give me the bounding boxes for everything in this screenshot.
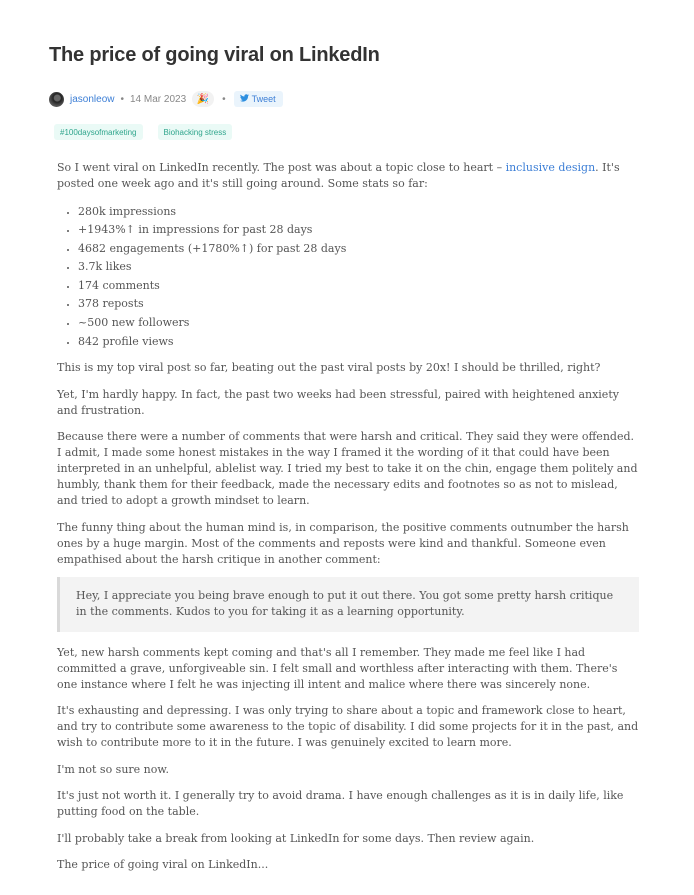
separator-dot: •: [222, 93, 226, 105]
author-avatar[interactable]: [49, 92, 64, 107]
stats-list-item: • 4682 engagements (+1780%↑) for past 28 days: [78, 240, 639, 259]
post-title: The price of going viral on LinkedIn: [49, 44, 380, 66]
body-paragraph: Because there were a number of comments that were harsh and critical. They said they were offended. I admit, I made some honest mistakes in the way I framed it the wording of it that could have been interpreted in an unhelpful, ablelist way. I tried my best to take it on the chin, engage them politely and humbly, thank them for their feedback, made the necessary edits and footnotes so as not to mislead, and tried to adopt a growth mindset to learn.: [57, 430, 638, 508]
tag-biohacking-stress[interactable]: Biohacking stress: [158, 124, 233, 140]
stats-list-item: • 174 comments: [78, 277, 639, 296]
stats-list: [57, 203, 639, 352]
post-meta: [49, 90, 283, 108]
quote-text: Hey, I appreciate you being brave enough to put it out there. You got some pretty harsh critique in the comments. Kudos to you for taking it as a learning opportunity.: [76, 588, 614, 618]
stats-list-item: • 378 reposts: [78, 295, 639, 314]
intro-paragraph: [57, 160, 639, 192]
body-paragraph: I'm not so sure now.: [57, 762, 169, 776]
body-paragraph: The funny thing about the human mind is, in comparison, the positive comments outnumber the harsh ones by a huge margin. Most of the comments and reposts were kind and thankful. Someone even empathised about the harsh critique in another comment:: [57, 520, 629, 566]
party-popper-reaction-button[interactable]: [192, 91, 214, 107]
intro-text-continued: . It's posted one week ago and it's still going around. Some stats so far:: [57, 161, 620, 190]
closing-paragraph: The price of going viral on LinkedIn...: [57, 858, 269, 872]
tag-100daysofmarketing[interactable]: #100daysofmarketing: [54, 124, 143, 140]
body-paragraph: Yet, new harsh comments kept coming and that's all I remember. They made me feel like I had committed a grave, unforgiveable sin. I felt small and worthless after interacting with them. There's one instance where I felt he was injecting ill intent and malice where there was sincerely none.: [57, 645, 618, 691]
body-paragraph: This is my top viral post so far, beating out the past viral posts by 20x! I should be thrilled, right?: [57, 361, 601, 375]
tweet-label: Tweet: [251, 94, 276, 104]
tweet-button[interactable]: [234, 91, 283, 107]
author-link[interactable]: jasonleow: [70, 93, 115, 105]
stats-list-item: • +1943%↑ in impressions for past 28 days: [78, 221, 639, 240]
inclusive-design-link[interactable]: inclusive design: [505, 161, 596, 174]
body-paragraph: I'll probably take a break from looking at LinkedIn for some days. Then review again.: [57, 831, 535, 845]
twitter-bird-icon: [240, 94, 249, 104]
post-body: [57, 160, 639, 884]
party-popper-icon: 🎉: [196, 93, 210, 105]
intro-text: So I went viral on LinkedIn recently. The post was about a topic close to heart –: [57, 161, 506, 174]
stats-list-item: • 280k impressions: [78, 203, 639, 222]
body-paragraph: Yet, I'm hardly happy. In fact, the past two weeks had been stressful, paired with heightened anxiety and frustration.: [57, 387, 619, 417]
post-date: 14 Mar 2023: [130, 93, 187, 105]
stats-list-item: • ~500 new followers: [78, 314, 639, 333]
quoted-comment: [57, 577, 639, 632]
separator-dot: •: [120, 93, 124, 105]
body-paragraph: It's just not worth it. I generally try to avoid drama. I have enough challenges as it is in daily life, like putting food on the table.: [57, 789, 624, 819]
stats-list-item: • 3.7k likes: [78, 258, 639, 277]
stats-list-item: • 842 profile views: [78, 333, 639, 352]
body-paragraph: It's exhausting and depressing. I was only trying to share about a topic and framework close to heart, and try to contribute some awareness to the topic of disability. I did some projects for it in the past, and wish to contribute more to it in the future. I was genuinely excited to learn more.: [57, 704, 639, 750]
tag-list: [54, 124, 232, 140]
